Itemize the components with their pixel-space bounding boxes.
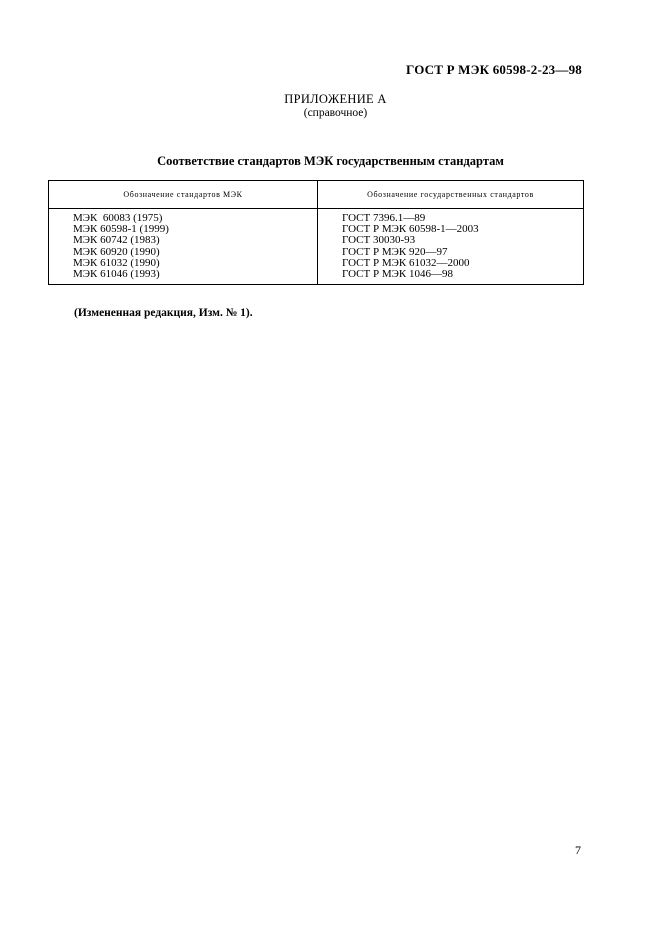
gost-column-cell [318, 209, 584, 285]
gost-standard: ГОСТ Р МЭК 61032—2000 [342, 256, 470, 269]
standards-correspondence-table [48, 180, 584, 285]
table-header-row [49, 181, 584, 209]
appendix-title: ПРИЛОЖЕНИЕ А [284, 92, 387, 106]
table-body-row [49, 209, 584, 285]
page-number: 7 [575, 843, 581, 857]
gost-standard: ГОСТ Р МЭК 60598-1—2003 [342, 223, 479, 236]
gost-standard: ГОСТ Р МЭК 920—97 [342, 245, 448, 258]
document-designation: ГОСТ Р МЭК 60598-2-23—98 [406, 62, 582, 77]
iec-standard: МЭК 60598-1 (1999) [73, 223, 169, 236]
iec-standard: МЭК 60920 (1990) [73, 245, 160, 258]
iec-standard: МЭК 61046 (1993) [73, 268, 160, 281]
amendment-note: (Измененная редакция, Изм. № 1). [74, 307, 253, 319]
section-title: Соответствие стандартов МЭК государственным стандартам [157, 154, 504, 168]
iec-standard: МЭК 61032 (1990) [73, 256, 160, 269]
appendix-subtitle: (справочное) [303, 107, 368, 119]
iec-standard: МЭК 60083 (1975) [73, 212, 163, 224]
column-header-gost: Обозначение государственных стандартов [318, 181, 584, 209]
iec-standard: МЭК 60742 (1983) [73, 234, 160, 247]
gost-standard: ГОСТ 30030-93 [342, 234, 416, 247]
column-header-iec: Обозначение стандартов МЭК [49, 181, 318, 209]
gost-standard: ГОСТ Р МЭК 1046—98 [342, 268, 453, 281]
gost-standard: ГОСТ 7396.1—89 [342, 212, 426, 224]
iec-column-cell [49, 209, 318, 285]
appendix-heading [0, 92, 661, 119]
